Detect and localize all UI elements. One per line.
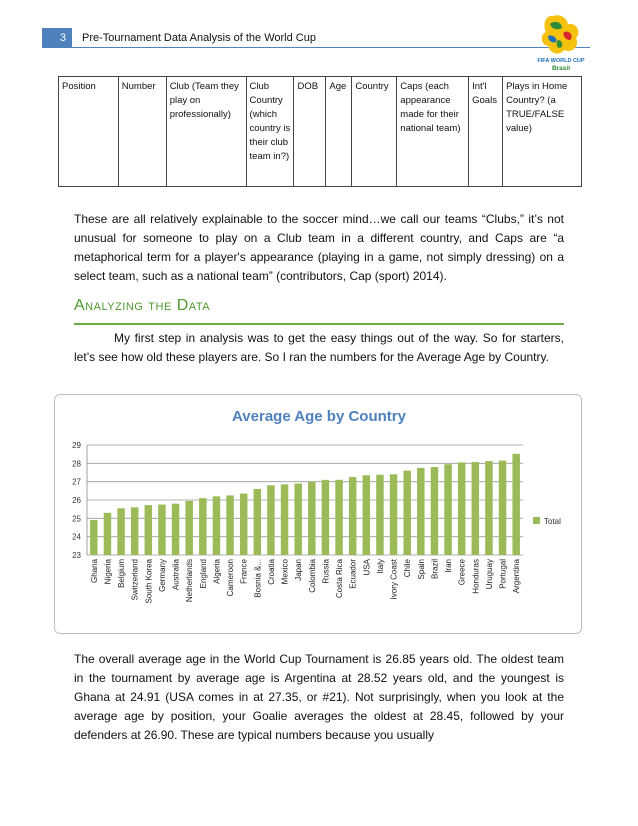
x-tick-label: Costa Rica bbox=[335, 559, 345, 599]
x-tick-label: Switzerland bbox=[130, 559, 140, 601]
chart-title: Average Age by Country bbox=[232, 408, 406, 425]
x-tick-label: England bbox=[198, 559, 208, 589]
x-tick-label: Chile bbox=[403, 559, 413, 578]
bar bbox=[485, 461, 492, 555]
bar bbox=[417, 468, 424, 555]
header-title: Pre-Tournament Data Analysis of the World Cup bbox=[82, 32, 316, 44]
x-tick-label: Brazil bbox=[430, 559, 440, 580]
table-cell-dob: DOB bbox=[294, 77, 326, 187]
x-tick-label: Netherlands bbox=[185, 559, 195, 603]
bar bbox=[226, 495, 233, 555]
x-tick-label: Belgium bbox=[117, 559, 127, 588]
y-tick-label: 27 bbox=[72, 477, 81, 487]
paragraph-clubs-caps: These are all relatively explainable to the soccer mind…we call our teams “Clubs,” it’s not unusual for someone to play on a Club team in a different country, and Caps are “a metaphorical term for a player's appearance (playing in a game, not simply dressing) on a select team, such as a national team” (contributors, Cap (sport) 2014). bbox=[74, 212, 564, 283]
table-cell-club-country: Club Country (which country is their club team in?) bbox=[246, 77, 294, 187]
x-tick-label: Italy bbox=[375, 559, 385, 574]
bar bbox=[458, 462, 465, 555]
bar bbox=[172, 504, 179, 555]
bar bbox=[240, 494, 247, 555]
y-tick-label: 24 bbox=[72, 532, 81, 542]
header-rule bbox=[72, 47, 590, 48]
bar bbox=[158, 505, 165, 555]
bar bbox=[281, 484, 288, 555]
x-tick-label: Mexico bbox=[280, 559, 290, 585]
legend-swatch bbox=[533, 517, 540, 524]
x-tick-label: South Korea bbox=[144, 559, 154, 604]
table-cell-caps: Caps (each appearance made for their national team) bbox=[397, 77, 469, 187]
bar bbox=[376, 475, 383, 555]
y-tick-label: 26 bbox=[72, 496, 81, 505]
svg-text:FIFA WORLD CUP: FIFA WORLD CUP bbox=[537, 58, 585, 64]
x-tick-label: Portugal bbox=[498, 559, 508, 589]
y-tick-label: 25 bbox=[72, 514, 81, 524]
page-header bbox=[42, 28, 590, 50]
chart-svg bbox=[55, 395, 583, 635]
x-tick-label: Ecuador bbox=[348, 559, 358, 589]
world-cup-logo bbox=[532, 10, 590, 74]
bar bbox=[145, 505, 152, 555]
x-tick-label: Australia bbox=[171, 559, 181, 591]
field-definition-table bbox=[58, 76, 582, 187]
bar bbox=[349, 477, 356, 555]
section-title: Analyzing the Data bbox=[74, 297, 211, 314]
table-cell-intl-goals: Int'l Goals bbox=[469, 77, 503, 187]
bar bbox=[131, 507, 138, 555]
x-tick-label: Honduras bbox=[471, 559, 481, 594]
legend-label: Total bbox=[544, 517, 561, 526]
x-tick-label: Greece bbox=[457, 559, 467, 586]
page-number: 3 bbox=[42, 28, 72, 48]
x-tick-label: USA bbox=[362, 559, 372, 576]
x-tick-label: Colombia bbox=[307, 559, 317, 593]
bar bbox=[294, 484, 301, 556]
x-tick-label: Cameroon bbox=[226, 559, 236, 597]
x-tick-label: Ghana bbox=[89, 559, 99, 584]
bar bbox=[90, 520, 97, 555]
table-cell-number: Number bbox=[118, 77, 166, 187]
bar bbox=[322, 480, 329, 555]
y-tick-label: 29 bbox=[72, 441, 81, 450]
x-tick-label: Japan bbox=[294, 559, 304, 581]
y-tick-label: 28 bbox=[72, 459, 81, 469]
bar bbox=[431, 467, 438, 555]
x-tick-label: Ivory Coast bbox=[389, 559, 399, 600]
bar bbox=[499, 461, 506, 555]
average-age-chart bbox=[54, 394, 582, 634]
table-cell-position: Position bbox=[59, 77, 119, 187]
bar bbox=[185, 501, 192, 555]
x-tick-label: Bosnia &... bbox=[253, 559, 263, 598]
x-tick-label: Nigeria bbox=[103, 559, 113, 585]
x-tick-label: Iran bbox=[444, 559, 454, 573]
bar bbox=[363, 475, 370, 555]
x-tick-label: Spain bbox=[416, 559, 426, 580]
x-tick-label: France bbox=[239, 559, 249, 584]
bar bbox=[308, 482, 315, 555]
bar bbox=[444, 464, 451, 555]
bar bbox=[267, 485, 274, 555]
x-tick-label: Argentina bbox=[512, 559, 522, 594]
x-tick-label: Germany bbox=[157, 559, 167, 592]
bar bbox=[104, 513, 111, 555]
table-cell-home-country: Plays in Home Country? (a TRUE/FALSE value) bbox=[503, 77, 582, 187]
table-cell-club: Club (Team they play on professionally) bbox=[166, 77, 246, 187]
table-row bbox=[59, 77, 582, 187]
svg-text:Brasil: Brasil bbox=[551, 65, 571, 72]
section-rule bbox=[74, 323, 564, 325]
bar bbox=[390, 474, 397, 555]
x-tick-label: Russia bbox=[321, 559, 331, 584]
x-tick-label: Algeria bbox=[212, 559, 222, 584]
table-cell-age: Age bbox=[326, 77, 352, 187]
y-tick-label: 23 bbox=[72, 551, 81, 560]
bar bbox=[403, 471, 410, 555]
x-tick-label: Croatia bbox=[266, 559, 276, 585]
table-cell-country: Country bbox=[352, 77, 397, 187]
bar bbox=[213, 496, 220, 555]
bar bbox=[472, 462, 479, 555]
bar bbox=[335, 480, 342, 555]
paragraph-age-summary: The overall average age in the World Cup Tournament is 26.85 years old. The oldest team in the tournament by average age is Argentina at 28.52 years old, and the youngest is Ghana at 24.91 (USA comes in at 27.35, or #21). Not surprisingly, when you look at the average age by position, your Goalie averages the oldest at 28.45, followed by your defenders at 26.90. These are typical numbers because you usually bbox=[74, 652, 564, 742]
bar bbox=[199, 498, 206, 555]
x-tick-label: Uruguay bbox=[484, 559, 494, 590]
bar bbox=[254, 489, 261, 555]
paragraph-first-step: My first step in analysis was to get the easy things out of the way. So for starters, let’s see how old these players are. So I ran the numbers for the Average Age by Country. bbox=[74, 331, 564, 364]
bar bbox=[512, 454, 519, 555]
bar bbox=[117, 508, 124, 555]
